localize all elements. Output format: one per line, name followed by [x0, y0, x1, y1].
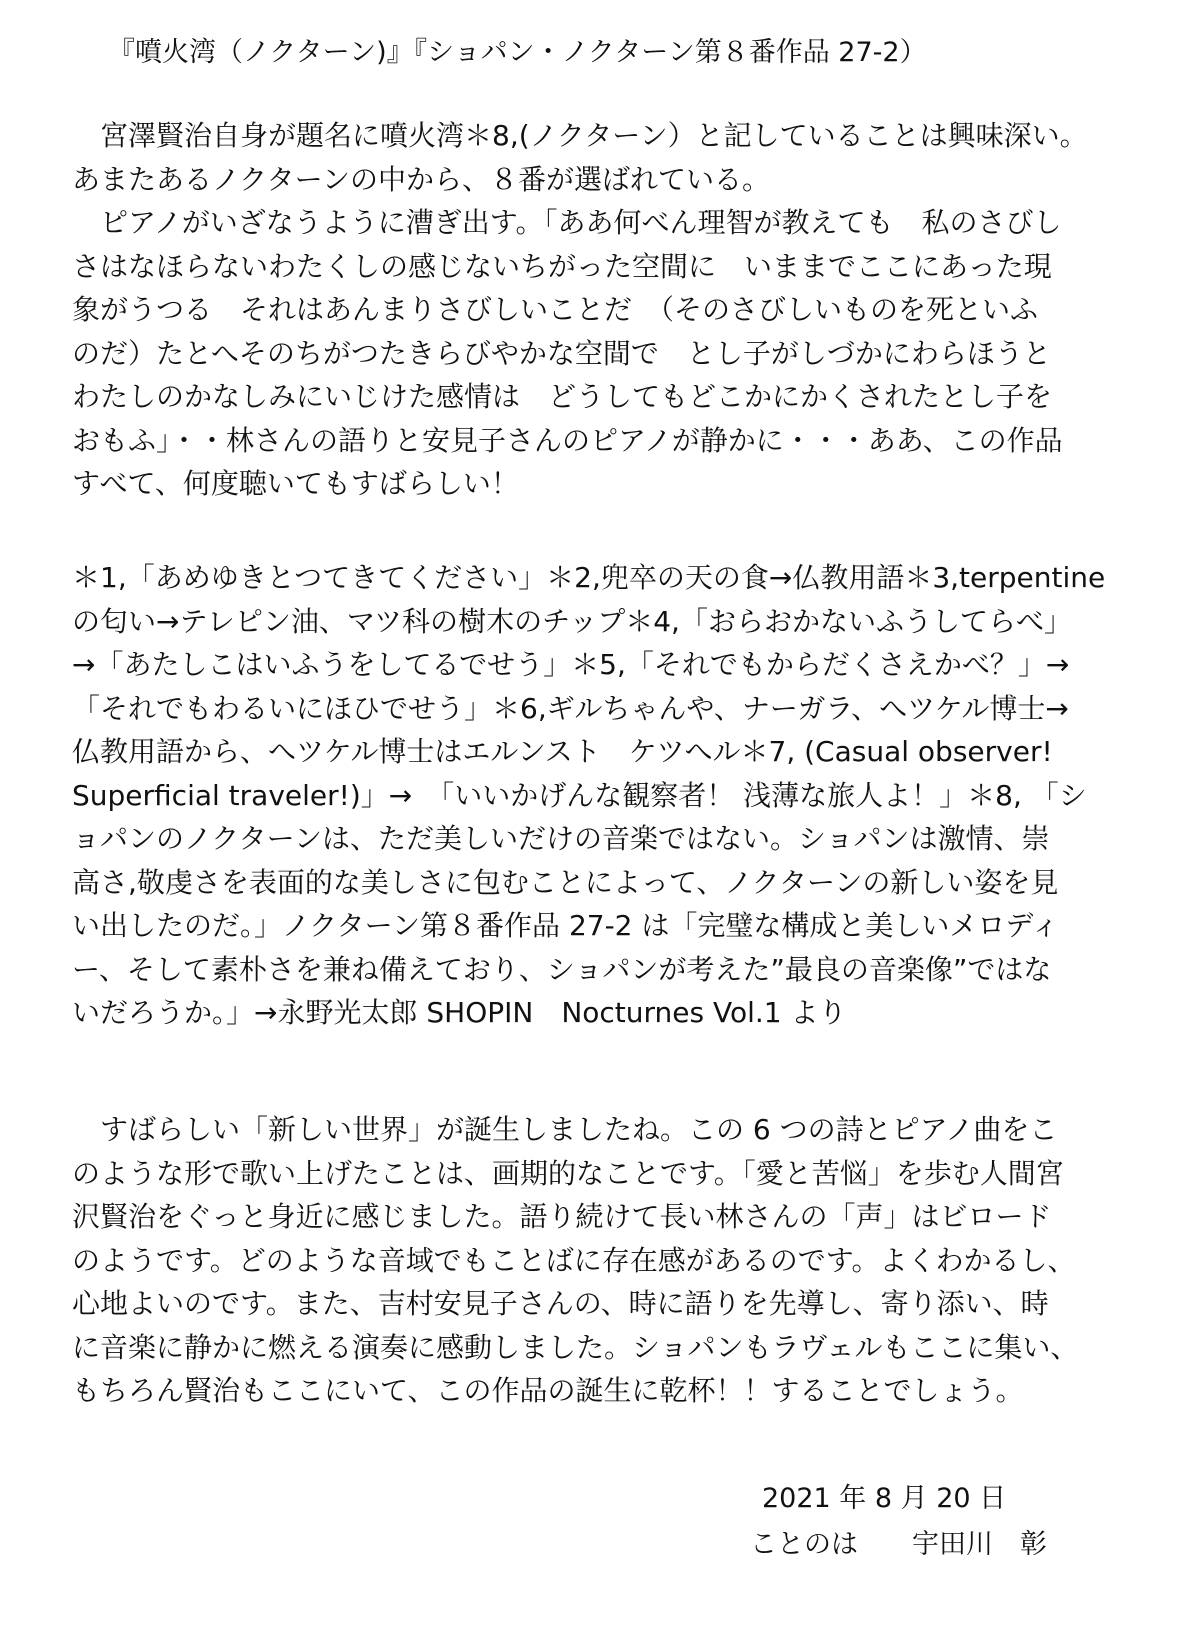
text-line: すばらしい「新しい世界」が誕生しましたね。この 6 つの詩とピアノ曲をこ — [100, 1113, 1058, 1146]
text-line: わたしのかなしみにいじけた感情は どうしてもどこかにかくされたとし子を — [72, 380, 1053, 413]
note-line: ＊1,「あめゆきとつてきてください」＊2,兜卒の天の食→仏教用語＊3,terpentine — [72, 561, 1106, 594]
text-line: さはなほらないわたくしの感じないちがった空間に いままでここにあった現 — [72, 249, 1052, 283]
note-line: Superficial traveler!)」→ 「いいかげんな観察者！ 浅薄な旅人よ！」＊8, 「シ — [72, 778, 1087, 812]
note-line: の匂い→テレピン油、マツ科の樹木のチップ＊4,「おらおかないふうしてらべ」 — [72, 604, 1072, 638]
note-line: いだろうか。」→永野光太郎 SHOPIN Nocturnes Vol.1 より — [72, 996, 847, 1029]
text-line: 宮澤賢治自身が題名に噴火湾＊8,(ノクターン）と記していることは興味深い。 — [100, 119, 1088, 152]
note-line: 仏教用語から、へツケル博士はエルンスト ケツへル＊7, (Casual observer! — [72, 735, 1053, 768]
text-line: に音楽に静かに燃える演奏に感動しました。ショパンもラヴェルもここに集い、 — [72, 1330, 1079, 1364]
text-line: 象がうつる それはあんまりさびしいことだ （そのさびしいものを死といふ — [72, 293, 1039, 326]
note-line: →「あたしこはいふうをしてるでせう」＊5,「それでもからだくさえかべ？」→ — [72, 648, 1070, 681]
footnotes-section — [72, 556, 1132, 1035]
text-line: すべて、何度聴いてもすばらしい！ — [72, 467, 519, 500]
note-line: 「それでもわるいにほひでせう」＊6,ギルちゃんや、ナーガラ、へツケル博士→ — [72, 691, 1069, 725]
paragraph-intro — [72, 114, 1132, 506]
note-line: 高さ,敬虔さを表面的な美しさに包むことによって、ノクターンの新しい姿を見 — [72, 865, 1059, 899]
document-heading: 『噴火湾（ノクターン)』『ショパン・ノクターン第８番作品 27-2） — [108, 37, 927, 68]
text-line: のようです。どのような音域でもことばに存在感があるのです。よくわかるし、 — [72, 1243, 1076, 1277]
text-line: のだ）たとへそのちがつたきらびやかな空間で とし子がしづかにわらほうと — [72, 336, 1051, 370]
text-line: 心地よいのです。また、吉村安見子さんの、時に語りを先導し、寄り添い、時 — [72, 1287, 1049, 1320]
signature-block — [750, 1476, 1170, 1568]
signature-author: ことのは 宇田川 彰 — [750, 1529, 1047, 1560]
signature-date: 2021 年 8 月 20 日 — [762, 1483, 1007, 1514]
text-line: 沢賢治をぐっと身近に感じました。語り続けて長い林さんの「声」はビロード — [72, 1200, 1052, 1233]
text-line: もちろん賢治もここにいて、この作品の誕生に乾杯！！することでしょう。 — [72, 1374, 1024, 1407]
text-line: のような形で歌い上げたことは、画期的なことです。「愛と苦悩」を歩む人間宮 — [72, 1156, 1064, 1190]
note-line: ー、そして素朴さを兼ね備えており、ショパンが考えた”最良の音楽像”ではな — [72, 952, 1052, 986]
text-line: ピアノがいざなうように漕ぎ出す。「ああ何べん理智が教えても 私のさびし — [100, 206, 1062, 239]
text-line: おもふ」・・林さんの語りと安見子さんのピアノが静かに・・・ああ、この作品 — [72, 423, 1063, 457]
note-line: い出したのだ。」ノクターン第８番作品 27-2 は「完璧な構成と美しいメロディ — [72, 909, 1060, 942]
text-line: あまたあるノクターンの中から、８番が選ばれている。 — [72, 162, 771, 196]
paragraph-review — [72, 1108, 1132, 1413]
note-line: ョパンのノクターンは、ただ美しいだけの音楽ではない。ショパンは激情、崇 — [72, 822, 1050, 855]
